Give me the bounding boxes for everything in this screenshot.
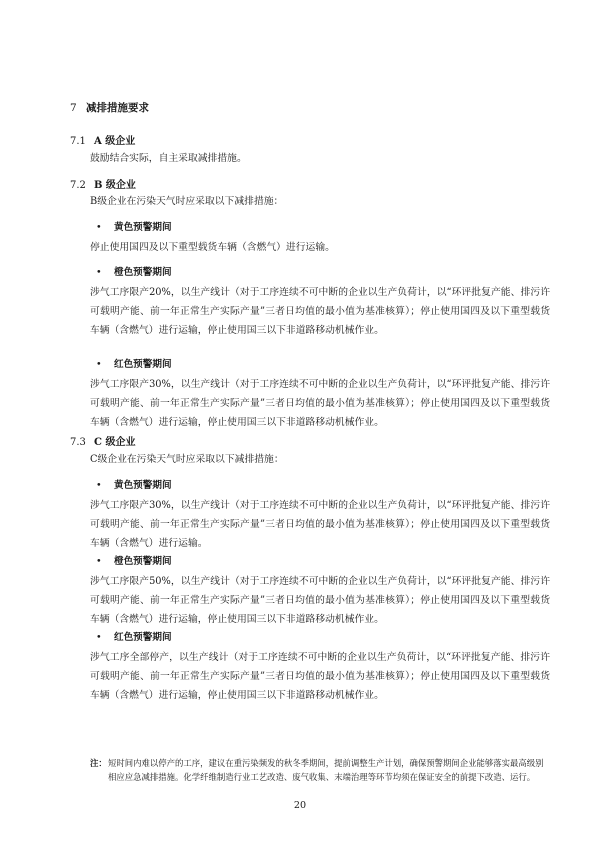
bullet-b-red xyxy=(96,356,172,370)
paragraph-c-yellow: 涉气工序限产30%，以生产线计（对于工序连续不可中断的企业以生产负荷计，以“环评批复产能、排污许可载明产能、前一年正常生产实际产量”三者日均值的最小值为基准核算）；停止使用国四及以下重型载货车辆（含燃气）进行运输。 xyxy=(90,500,550,549)
bullet-c-red xyxy=(96,629,172,643)
subsection-heading-c xyxy=(70,433,135,448)
footnote xyxy=(90,756,550,784)
bullet-b-orange xyxy=(96,264,172,278)
bullet-label: 橙色预警期间 xyxy=(114,556,172,567)
bullet-label: 红色预警期间 xyxy=(114,632,172,643)
subsection-title: C 级企业 xyxy=(94,437,136,448)
paragraph-c-orange: 涉气工序限产50%，以生产线计（对于工序连续不可中断的企业以生产负荷计，以“环评批复产能、排污许可载明产能、前一年正常生产实际产量”三者日均值的最小值为基准核算）；停止使用国四及以下重型载货车辆（含燃气）进行运输，停止使用国三以下非道路移动机械作业。 xyxy=(90,576,550,625)
page-number: 20 xyxy=(293,800,307,811)
paragraph-a: 鼓励结合实际，自主采取减排措施。 xyxy=(90,153,247,164)
bullet-label: 红色预警期间 xyxy=(114,359,172,370)
footnote-tag: 注： xyxy=(90,758,107,768)
subsection-title: A 级企业 xyxy=(94,136,136,147)
subsection-title: B 级企业 xyxy=(94,180,136,191)
footnote-text: 短时间内难以停产的工序，建议在重污染频发的秋冬季期间，提前调整生产计划，确保预警期间企业能够落实最高级别相应应急减排措施。化学纤维制造行业工艺改造、废气收集、末端治理等环节均须在保证安全的前提下改造、运行。 xyxy=(108,758,544,782)
subsection-heading-b xyxy=(70,176,136,191)
bullet-b-yellow xyxy=(96,219,172,233)
bullet-c-yellow xyxy=(96,477,172,491)
subsection-heading-a xyxy=(70,132,135,147)
bullet-label: 橙色预警期间 xyxy=(114,267,172,278)
paragraph-c-intro: C级企业在污染天气时应采取以下减排措施： xyxy=(90,454,284,465)
paragraph-b-intro: B级企业在污染天气时应采取以下减排措施： xyxy=(90,196,284,207)
paragraph-b-orange: 涉气工序限产20%，以生产线计（对于工序连续不可中断的企业以生产负荷计，以“环评批复产能、排污许可载明产能、前一年正常生产实际产量”三者日均值的最小值为基准核算）；停止使用国四及以下重型载货车辆（含燃气）进行运输，停止使用国三以下非道路移动机械作业。 xyxy=(90,287,550,336)
section-heading xyxy=(70,100,149,115)
subsection-number: 7.3 xyxy=(70,437,86,448)
section-title: 减排措施要求 xyxy=(86,102,149,114)
paragraph-c-red: 涉气工序全部停产，以生产线计（对于工序连续不可中断的企业以生产负荷计，以“环评批复产能、排污许可载明产能、前一年正常生产实际产量”三者日均值的最小值为基准核算）；停止使用国四及以下重型载货车辆（含燃气）进行运输，停止使用国三以下非道路移动机械作业。 xyxy=(90,652,550,701)
bullet-label: 黄色预警期间 xyxy=(114,480,172,491)
bullet-dot: • xyxy=(96,556,102,567)
paragraph-b-yellow: 停止使用国四及以下重型载货车辆（含燃气）进行运输。 xyxy=(90,242,335,253)
bullet-c-orange xyxy=(96,553,172,567)
section-number: 7 xyxy=(70,102,77,114)
paragraph-b-red: 涉气工序限产30%，以生产线计（对于工序连续不可中断的企业以生产负荷计，以“环评批复产能、排污许可载明产能、前一年正常生产实际产量”三者日均值的最小值为基准核算）；停止使用国四及以下重型载货车辆（含燃气）进行运输，停止使用国三以下非道路移动机械作业。 xyxy=(90,379,550,428)
bullet-dot: • xyxy=(96,222,102,233)
bullet-label: 黄色预警期间 xyxy=(114,222,172,233)
subsection-number: 7.2 xyxy=(70,180,86,191)
bullet-dot: • xyxy=(96,480,102,491)
bullet-dot: • xyxy=(96,632,102,643)
bullet-dot: • xyxy=(96,267,102,278)
bullet-dot: • xyxy=(96,359,102,370)
subsection-number: 7.1 xyxy=(70,136,86,147)
